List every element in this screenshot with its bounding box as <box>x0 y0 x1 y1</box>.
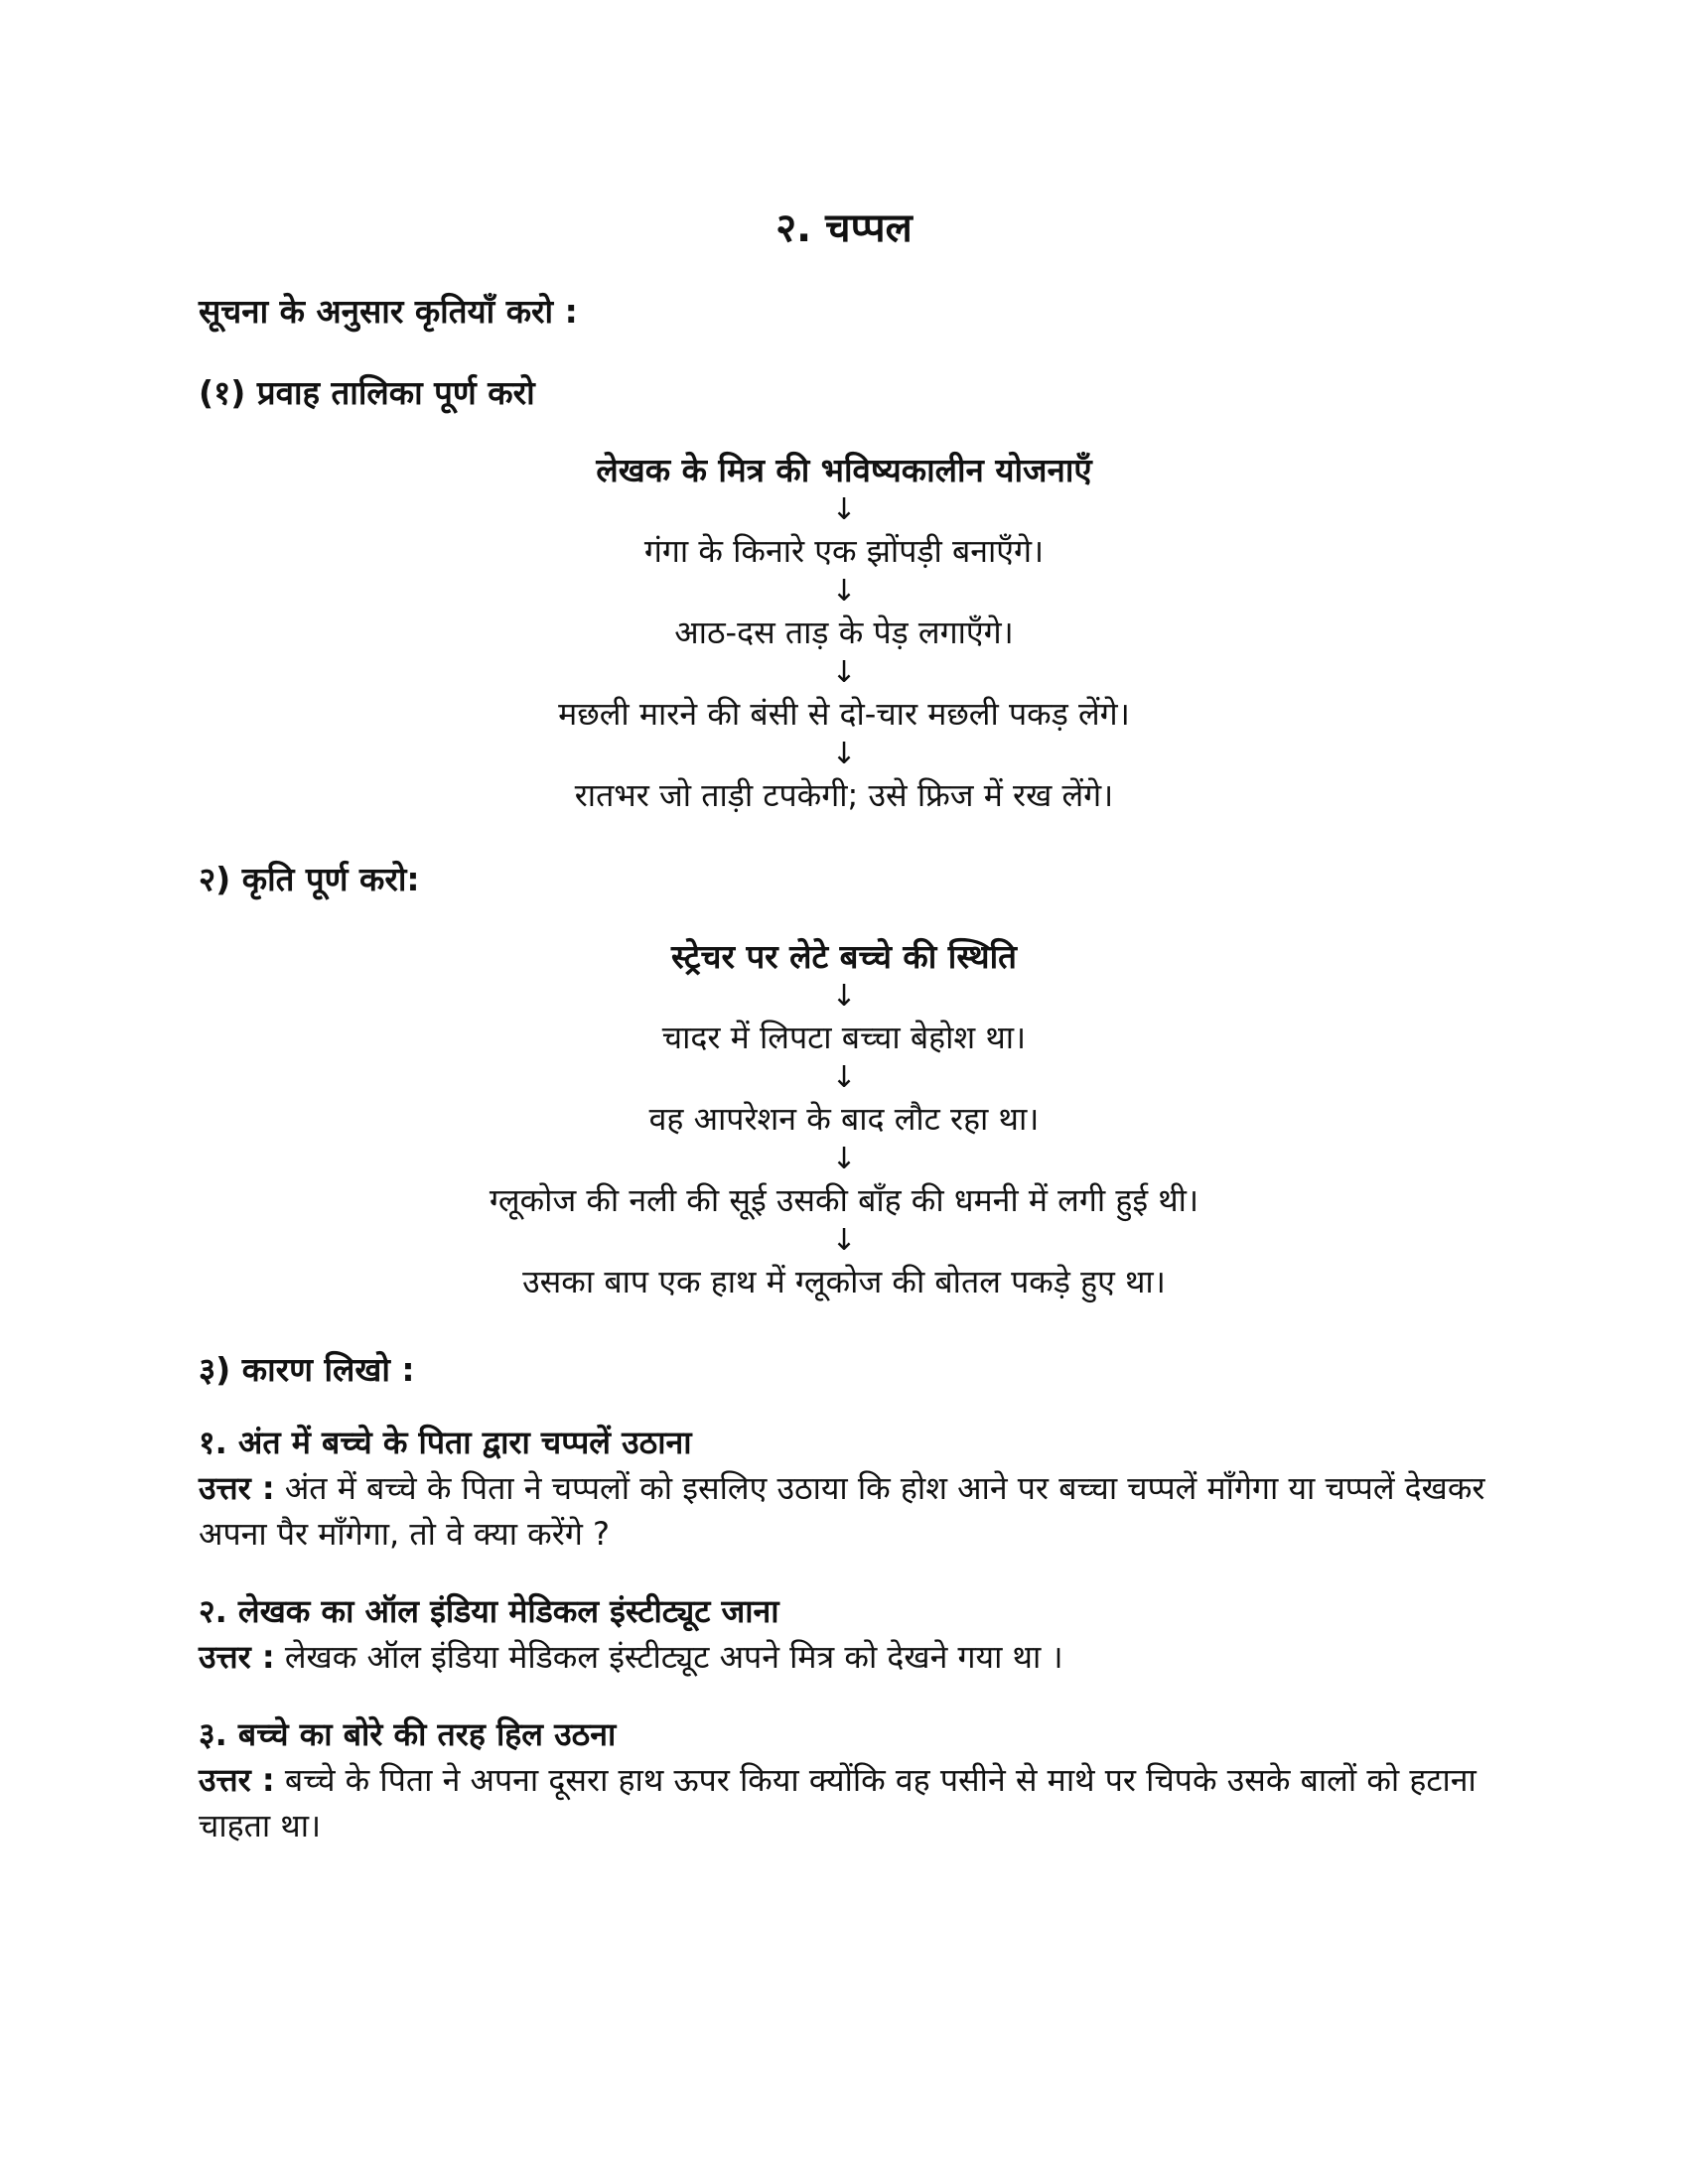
answer-body: अंत में बच्चे के पिता ने चप्पलों को इसलिए उठाया कि होश आने पर बच्चा चप्पलें माँगेगा या चप्पलें देखकर अपना पैर माँगेगा, तो वे क्या करेंगे ? <box>199 1469 1485 1553</box>
page-title: २. चप्पल <box>775 205 913 251</box>
down-arrow-icon: ↓ <box>831 1142 857 1176</box>
answer-label: उत्तर : <box>199 1761 275 1799</box>
qa-block <box>199 1711 1489 1848</box>
flow-item: आठ-दस ताड़ के पेड़ लगाएँगे। <box>674 614 1014 651</box>
down-arrow-icon: ↓ <box>831 1060 857 1095</box>
flow-title-plans: लेखक के मित्र की भविष्यकालीन योजनाएँ <box>596 451 1092 489</box>
flow-item: गंगा के किनारे एक झोंपड़ी बनाएँगे। <box>643 532 1045 570</box>
flow-item: ग्लूकोज की नली की सूई उसकी बाँह की धमनी में लगी हुई थी। <box>489 1181 1199 1219</box>
answer-text <box>199 1757 1489 1848</box>
qa-block <box>199 1420 1489 1557</box>
flow-item: चादर में लिपटा बच्चा बेहोश था। <box>661 1019 1027 1056</box>
flow-item: वह आपरेशन के बाद लौट रहा था। <box>648 1100 1040 1138</box>
down-arrow-icon: ↓ <box>831 979 857 1014</box>
flow-chart-plans <box>0 449 1688 818</box>
down-arrow-icon: ↓ <box>831 655 857 690</box>
flow-item: उसका बाप एक हाथ में ग्लूकोज की बोतल पकड़े हुए था। <box>522 1263 1166 1300</box>
down-arrow-icon: ↓ <box>831 492 857 527</box>
answer-body: लेखक ऑल इंडिया मेडिकल इंस्टीट्यूट अपने मित्र को देखने गया था । <box>284 1638 1063 1676</box>
section1-heading: (१) प्रवाह तालिका पूर्ण करो <box>199 373 535 412</box>
answer-text <box>199 1465 1489 1557</box>
section2-heading: २) कृति पूर्ण करो: <box>199 860 420 898</box>
section3-heading: ३) कारण लिखो : <box>199 1350 415 1389</box>
question-text: २. लेखक का ऑल इंडिया मेडिकल इंस्टीट्यूट जाना <box>199 1592 779 1630</box>
question-text: ३. बच्चे का बोरे की तरह हिल उठना <box>199 1715 617 1753</box>
instruction-heading: सूचना के अनुसार कृतियाँ करो : <box>199 292 578 331</box>
answer-text <box>199 1634 1489 1680</box>
flow-title-child-condition: स्ट्रेचर पर लेटे बच्चे की स्थिति <box>671 937 1017 976</box>
question-text: १. अंत में बच्चे के पिता द्वारा चप्पलें उठाना <box>199 1424 692 1461</box>
down-arrow-icon: ↓ <box>831 574 857 609</box>
answer-label: उत्तर : <box>199 1469 275 1507</box>
answer-label: उत्तर : <box>199 1638 275 1676</box>
answer-body: बच्चे के पिता ने अपना दूसरा हाथ ऊपर किया क्योंकि वह पसीने से माथे पर चिपके उसके बालों को हटाना चाहता था। <box>199 1761 1477 1844</box>
flow-chart-child-condition <box>0 935 1688 1304</box>
down-arrow-icon: ↓ <box>831 737 857 771</box>
qa-block <box>199 1588 1489 1680</box>
flow-item: मछली मारने की बंसी से दो-चार मछली पकड़ लेंगे। <box>558 695 1130 733</box>
flow-item: रातभर जो ताड़ी टपकेगी; उसे फ्रिज में रख लेंगे। <box>574 776 1114 814</box>
down-arrow-icon: ↓ <box>831 1223 857 1258</box>
